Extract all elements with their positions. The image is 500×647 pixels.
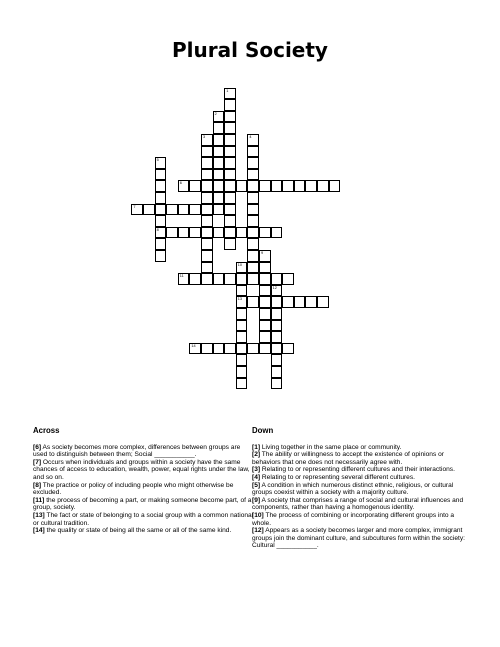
grid-cell[interactable] [213,192,225,204]
clue-number-label: 13 [237,297,243,302]
grid-cell[interactable] [155,215,167,227]
grid-cell[interactable] [294,180,306,192]
grid-cell[interactable] [166,204,178,216]
grid-cell[interactable] [178,180,190,192]
clue-text: Relating to or representing different cultures and their interactions. [260,466,455,474]
grid-cell[interactable] [271,343,283,355]
grid-cell[interactable] [259,308,271,320]
grid-cell[interactable] [201,250,213,262]
grid-cell[interactable] [236,320,248,332]
grid-cell[interactable] [155,180,167,192]
clue-number: [10] [252,511,264,519]
down-clue [252,497,474,512]
grid-cell[interactable] [213,146,225,158]
down-clue [252,482,474,497]
clue-number-label: 3 [203,135,206,139]
grid-cell[interactable] [189,343,201,355]
grid-cell[interactable] [236,354,248,366]
grid-cell[interactable] [271,296,283,308]
grid-cell[interactable] [166,227,178,239]
grid-cell[interactable] [282,296,294,308]
grid-cell[interactable] [282,180,294,192]
page-title: Plural Society [172,38,328,62]
grid-cell[interactable] [201,146,213,158]
clue-text: The fact or state of belonging to a social group with a common national or cultural tradition. [33,511,254,527]
grid-cell[interactable] [259,320,271,332]
down-clue [252,527,474,550]
grid-cell[interactable] [236,343,248,355]
grid-cell[interactable] [224,204,236,216]
grid-cell[interactable] [178,204,190,216]
across-clue [33,512,255,527]
grid-cell[interactable] [317,180,329,192]
grid-cell[interactable] [201,134,213,146]
grid-cell[interactable] [224,134,236,146]
clue-text: Living together in the same place or community. [260,443,402,451]
grid-cell[interactable] [189,204,201,216]
down-clues [252,427,474,550]
clue-text: Appears as a society becomes larger and more complex, immigrant groups join the dominant culture, and subcultures form within the society: Cultural ___________. [252,527,465,550]
clue-number: [9] [252,496,261,504]
grid-cell[interactable] [247,146,259,158]
grid-cell[interactable] [247,134,259,146]
grid-cell[interactable] [224,192,236,204]
grid-cell[interactable] [201,204,213,216]
grid-cell[interactable] [259,296,271,308]
grid-cell[interactable] [143,204,155,216]
grid-cell[interactable] [236,285,248,297]
grid-cell[interactable] [201,273,213,285]
grid-cell[interactable] [247,169,259,181]
grid-cell[interactable] [259,343,271,355]
clue-text: The ability or willingness to accept the existence of opinions or behaviors that one does not necessarily agree with. [252,451,444,466]
grid-cell[interactable] [271,354,283,366]
grid-cell[interactable] [224,343,236,355]
clue-number-label: 9 [261,251,264,255]
grid-cell[interactable] [189,227,201,239]
down-clue [252,451,474,466]
clue-number: [8] [33,481,42,489]
grid-cell[interactable] [247,180,259,192]
clue-text: the quality or state of being all the same or all of the same kind. [44,527,232,535]
clue-text: The process of combining or incorporating different groups into a whole. [252,511,455,527]
grid-cell[interactable] [201,262,213,274]
grid-cell[interactable] [247,262,259,274]
grid-cell[interactable] [271,180,283,192]
grid-cell[interactable] [271,285,283,297]
grid-cell[interactable] [247,192,259,204]
grid-cell[interactable] [224,238,236,250]
clue-text: Relating to or representing several different cultures. [260,473,415,481]
grid-cell[interactable] [236,227,248,239]
across-clues [33,427,255,535]
grid-cell[interactable] [247,250,259,262]
grid-cell[interactable] [259,285,271,297]
grid-cell[interactable] [271,308,283,320]
grid-cell[interactable] [247,215,259,227]
grid-cell[interactable] [224,157,236,169]
grid-cell[interactable] [201,343,213,355]
grid-cell[interactable] [271,378,283,390]
grid-cell[interactable] [201,169,213,181]
down-clue [252,466,474,474]
grid-cell[interactable] [236,308,248,320]
clue-number-label: 11 [179,274,184,279]
clue-number-label: 1 [226,88,229,93]
grid-cell[interactable] [189,180,201,192]
grid-cell[interactable] [213,204,225,216]
clue-text: A society that comprises a range of social and cultural influences and components, rather than having a homogenous identity. [252,496,464,512]
clue-number-label: 14 [191,343,196,348]
grid-cell[interactable] [201,192,213,204]
grid-cell[interactable] [155,250,167,262]
grid-cell[interactable] [282,343,294,355]
grid-cell[interactable] [155,204,167,216]
clue-number-label: 7 [133,204,136,209]
grid-cell[interactable] [201,157,213,169]
grid-cell[interactable] [236,366,248,378]
grid-cell[interactable] [213,169,225,181]
grid-cell[interactable] [213,157,225,169]
grid-cell[interactable] [201,227,213,239]
grid-cell[interactable] [271,331,283,343]
clue-number: [4] [252,473,261,481]
across-clue [33,459,255,482]
grid-cell[interactable] [201,215,213,227]
grid-cell[interactable] [259,180,271,192]
grid-cell[interactable] [178,273,190,285]
clue-number-label: 4 [249,135,252,139]
grid-cell[interactable] [236,378,248,390]
grid-cell[interactable] [236,296,248,308]
grid-cell[interactable] [201,180,213,192]
grid-cell[interactable] [247,296,259,308]
grid-cell[interactable] [271,320,283,332]
grid-cell[interactable] [259,331,271,343]
clue-number: [14] [33,527,45,535]
grid-cell[interactable] [155,157,167,169]
clue-text: A condition in which numerous distinct ethnic, religious, or cultural groups coexist within a society with a majority culture. [252,481,454,497]
grid-cell[interactable] [271,227,283,239]
grid-cell[interactable] [155,169,167,181]
clue-number: [6] [33,443,42,451]
clue-number: [11] [33,496,45,504]
grid-cell[interactable] [213,134,225,146]
grid-cell[interactable] [282,273,294,285]
clue-number-label: 8 [156,227,159,232]
grid-cell[interactable] [224,122,236,134]
clue-text: The practice or policy of including people who might otherwise be excluded. [33,481,234,497]
clue-number: [7] [33,458,42,466]
grid-cell[interactable] [201,238,213,250]
clue-number-label: 5 [156,158,159,163]
grid-cell[interactable] [259,250,271,262]
grid-cell[interactable] [317,296,329,308]
grid-cell[interactable] [224,180,236,192]
clue-text: the process of becoming a part, or making someone become part, of a group, society. [33,496,252,512]
down-clue [252,512,474,527]
grid-cell[interactable] [247,343,259,355]
grid-cell[interactable] [155,192,167,204]
across-heading: Across [33,426,60,435]
grid-cell[interactable] [213,227,225,239]
grid-cell[interactable] [224,111,236,123]
grid-cell[interactable] [155,238,167,250]
across-clue [33,444,255,459]
grid-cell[interactable] [305,296,317,308]
across-clue [33,497,255,512]
grid-cell[interactable] [236,180,248,192]
grid-cell[interactable] [213,122,225,134]
grid-cell[interactable] [271,366,283,378]
across-clue [33,527,255,535]
clue-number-label: 2 [214,111,217,116]
down-heading: Down [252,426,274,435]
grid-cell[interactable] [236,331,248,343]
grid-cell[interactable] [224,88,236,100]
grid-cell[interactable] [247,157,259,169]
grid-cell[interactable] [131,204,143,216]
grid-cell[interactable] [213,111,225,123]
grid-cell[interactable] [224,215,236,227]
clue-number-label: 6 [179,181,182,186]
clue-text: Occurs when individuals and groups within a society have the same chances of access to education, wealth, power, equal rights under the law, and so on. [33,458,250,481]
grid-cell[interactable] [224,146,236,158]
down-clue [252,474,474,482]
across-clue [33,482,255,497]
grid-cell[interactable] [213,343,225,355]
grid-cell[interactable] [247,273,259,285]
grid-cell[interactable] [224,169,236,181]
grid-cell[interactable] [305,180,317,192]
clue-number: [3] [252,466,261,474]
grid-cell[interactable] [224,99,236,111]
grid-cell[interactable] [294,296,306,308]
grid-cell[interactable] [259,262,271,274]
grid-cell[interactable] [247,227,259,239]
clue-number: [5] [252,481,261,489]
clue-number: [12] [252,527,264,535]
grid-cell[interactable] [213,273,225,285]
grid-cell[interactable] [259,227,271,239]
clue-number-label: 10 [237,262,243,267]
grid-cell[interactable] [224,273,236,285]
grid-cell[interactable] [224,227,236,239]
grid-cell[interactable] [329,180,341,192]
clue-number-label: 12 [272,285,277,290]
grid-cell[interactable] [259,273,271,285]
grid-cell[interactable] [155,227,167,239]
grid-cell[interactable] [236,273,248,285]
clue-number: [13] [33,511,45,519]
down-clue [252,444,474,452]
clue-number: [2] [252,451,261,459]
grid-cell[interactable] [189,273,201,285]
grid-cell[interactable] [236,262,248,274]
grid-cell[interactable] [271,273,283,285]
clue-text: As society becomes more complex, differences between groups are used to distinguish between them; Social ___________. [33,443,241,459]
clue-number: [1] [252,443,261,451]
grid-cell[interactable] [247,204,259,216]
grid-cell[interactable] [247,238,259,250]
grid-cell[interactable] [213,180,225,192]
grid-cell[interactable] [178,227,190,239]
